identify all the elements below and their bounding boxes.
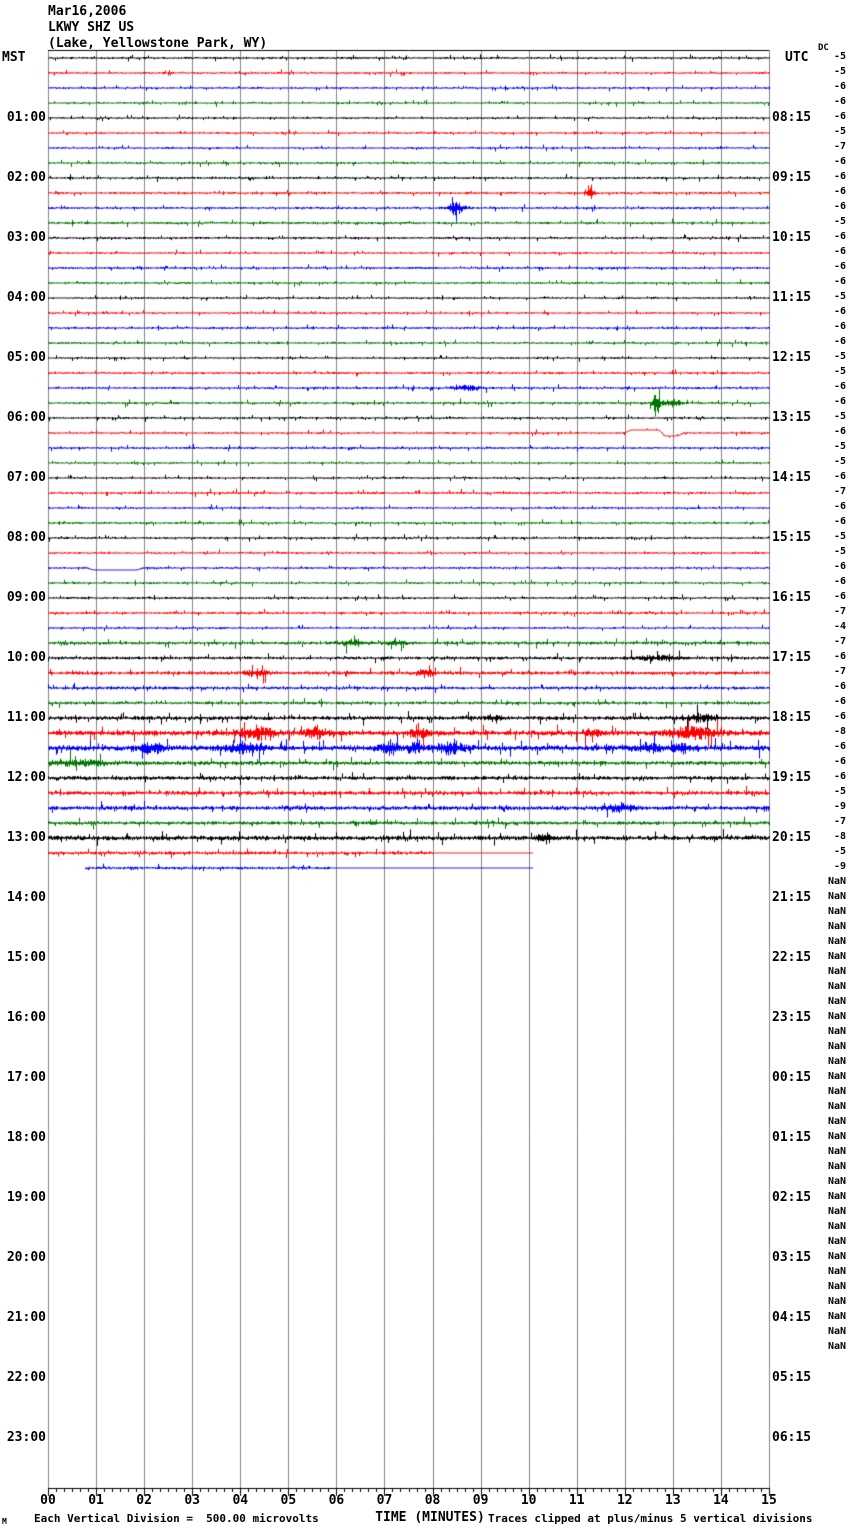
dc-offset-value: -6 <box>833 651 846 662</box>
vertical-scale-note: Each Vertical Division = 500.00 microvolts <box>34 1512 319 1525</box>
dc-offset-value: -7 <box>833 666 846 677</box>
dc-offset-value: -6 <box>833 756 846 767</box>
x-tick-label: 08 <box>424 1493 441 1508</box>
dc-nan-value: NaN <box>827 1236 846 1247</box>
x-tick-label: 02 <box>136 1493 152 1508</box>
dc-nan-value: NaN <box>827 936 846 947</box>
watermark-glyph: M <box>2 1517 7 1526</box>
dc-offset-value: -5 <box>833 846 846 857</box>
dc-offset-value: -6 <box>833 306 846 317</box>
dc-offset-value: -8 <box>833 726 846 737</box>
x-tick-label: 11 <box>568 1493 585 1508</box>
mst-hour-label: 15:00 <box>6 950 46 965</box>
mst-hour-label: 10:00 <box>6 650 46 665</box>
utc-hour-label: 15:15 <box>772 530 812 545</box>
mst-hour-label: 19:00 <box>6 1190 46 1205</box>
x-tick-label: 04 <box>232 1493 249 1508</box>
dc-nan-value: NaN <box>827 996 846 1007</box>
utc-hour-label: 02:15 <box>772 1190 812 1205</box>
dc-offset-value: -6 <box>833 201 846 212</box>
dc-offset-value: -6 <box>833 561 846 572</box>
dc-offset-value: -6 <box>833 111 846 122</box>
dc-offset-value: -5 <box>833 531 846 542</box>
utc-hour-label: 00:15 <box>772 1070 812 1085</box>
utc-hour-label: 04:15 <box>772 1310 812 1325</box>
mst-hour-label: 12:00 <box>6 770 46 785</box>
dc-offset-value: -6 <box>833 231 846 242</box>
mst-hour-label: 13:00 <box>6 830 46 845</box>
dc-nan-value: NaN <box>827 1326 846 1337</box>
dc-offset-value: -7 <box>833 816 846 827</box>
dc-nan-value: NaN <box>827 1161 846 1172</box>
x-tick-label: 07 <box>376 1493 393 1508</box>
clip-note: Traces clipped at plus/minus 5 vertical divisions <box>488 1512 813 1525</box>
dc-offset-value: -5 <box>833 66 846 77</box>
dc-nan-value: NaN <box>827 1071 846 1082</box>
dc-offset-value: -6 <box>833 261 846 272</box>
dc-offset-value: -6 <box>833 81 846 92</box>
utc-hour-label: 06:15 <box>772 1430 812 1445</box>
mst-hour-label: 11:00 <box>6 710 46 725</box>
dc-offset-value: -5 <box>833 366 846 377</box>
mst-hour-label: 20:00 <box>6 1250 46 1265</box>
dc-offset-value: -5 <box>833 546 846 557</box>
dc-nan-value: NaN <box>827 1191 846 1202</box>
utc-hour-label: 21:15 <box>772 890 812 905</box>
x-tick-label: 10 <box>520 1493 537 1508</box>
mst-hour-label: 16:00 <box>6 1010 46 1025</box>
dc-nan-value: NaN <box>827 1296 846 1307</box>
dc-offset-value: -6 <box>833 711 846 722</box>
dc-nan-value: NaN <box>827 951 846 962</box>
mst-hour-label: 08:00 <box>6 530 46 545</box>
x-tick-label: 05 <box>280 1493 297 1508</box>
utc-hour-label: 22:15 <box>772 950 812 965</box>
dc-offset-value: -6 <box>833 771 846 782</box>
dc-nan-value: NaN <box>827 1341 846 1352</box>
mst-hour-label: 23:00 <box>6 1430 46 1445</box>
dc-offset-value: -6 <box>833 591 846 602</box>
dc-offset-value: -5 <box>833 441 846 452</box>
mst-hour-label: 03:00 <box>6 230 46 245</box>
dc-nan-value: NaN <box>827 1011 846 1022</box>
dc-offset-value: -6 <box>833 681 846 692</box>
utc-hour-label: 03:15 <box>772 1250 812 1265</box>
mst-hour-label: 01:00 <box>6 110 46 125</box>
dc-nan-value: NaN <box>827 1251 846 1262</box>
dc-nan-value: NaN <box>827 1101 846 1112</box>
dc-offset-value: -5 <box>833 411 846 422</box>
dc-nan-value: NaN <box>827 1116 846 1127</box>
utc-hour-label: 09:15 <box>772 170 812 185</box>
x-tick-label: 12 <box>616 1493 633 1508</box>
mst-hour-label: 02:00 <box>6 170 46 185</box>
dc-nan-value: NaN <box>827 1131 846 1142</box>
x-tick-label: 03 <box>184 1493 201 1508</box>
dc-nan-value: NaN <box>827 1266 846 1277</box>
dc-offset-value: -7 <box>833 606 846 617</box>
mst-hour-label: 22:00 <box>6 1370 46 1385</box>
dc-offset-value: -6 <box>833 576 846 587</box>
utc-hour-label: 13:15 <box>772 410 812 425</box>
dc-offset-value: -6 <box>833 516 846 527</box>
dc-offset-value: -6 <box>833 471 846 482</box>
dc-nan-value: NaN <box>827 1281 846 1292</box>
mst-hour-label: 05:00 <box>6 350 46 365</box>
utc-hour-label: 16:15 <box>772 590 812 605</box>
dc-nan-value: NaN <box>827 981 846 992</box>
dc-offset-value: -6 <box>833 381 846 392</box>
utc-hour-label: 20:15 <box>772 830 812 845</box>
dc-nan-value: NaN <box>827 906 846 917</box>
mst-hour-label: 14:00 <box>6 890 46 905</box>
mst-hour-label: 18:00 <box>6 1130 46 1145</box>
dc-nan-value: NaN <box>827 1146 846 1157</box>
dc-offset-value: -6 <box>833 156 846 167</box>
dc-nan-value: NaN <box>827 1041 846 1052</box>
utc-hour-label: 01:15 <box>772 1130 812 1145</box>
dc-nan-value: NaN <box>827 1311 846 1322</box>
utc-hour-label: 17:15 <box>772 650 812 665</box>
mst-hour-label: 17:00 <box>6 1070 46 1085</box>
dc-offset-value: -8 <box>833 831 846 842</box>
dc-nan-value: NaN <box>827 1026 846 1037</box>
dc-offset-value: -5 <box>833 216 846 227</box>
dc-offset-value: -6 <box>833 741 846 752</box>
dc-offset-value: -5 <box>833 126 846 137</box>
dc-nan-value: NaN <box>827 1086 846 1097</box>
x-tick-label: 01 <box>88 1493 104 1508</box>
mst-hour-label: 21:00 <box>6 1310 46 1325</box>
x-axis-title: TIME (MINUTES) <box>375 1510 485 1525</box>
dc-offset-value: -6 <box>833 336 846 347</box>
dc-offset-value: -6 <box>833 276 846 287</box>
dc-offset-value: -4 <box>833 621 846 632</box>
dc-offset-value: -6 <box>833 501 846 512</box>
x-tick-label: 15 <box>761 1493 777 1508</box>
dc-nan-value: NaN <box>827 876 846 887</box>
mst-hour-label: 06:00 <box>6 410 46 425</box>
x-tick-label: 00 <box>40 1493 56 1508</box>
utc-hour-label: 19:15 <box>772 770 812 785</box>
dc-offset-value: -9 <box>833 801 846 812</box>
x-tick-label: 09 <box>472 1493 489 1508</box>
dc-nan-value: NaN <box>827 921 846 932</box>
dc-nan-value: NaN <box>827 1221 846 1232</box>
dc-offset-value: -7 <box>833 486 846 497</box>
utc-hour-label: 05:15 <box>772 1370 812 1385</box>
utc-hour-label: 23:15 <box>772 1010 812 1025</box>
dc-nan-value: NaN <box>827 1206 846 1217</box>
dc-offset-value: -7 <box>833 141 846 152</box>
dc-nan-value: NaN <box>827 966 846 977</box>
x-tick-label: 14 <box>713 1493 729 1508</box>
mst-hour-label: 07:00 <box>6 470 46 485</box>
dc-offset-value: -5 <box>833 291 846 302</box>
dc-nan-value: NaN <box>827 1176 846 1187</box>
dc-offset-value: -6 <box>833 96 846 107</box>
dc-offset-value: -6 <box>833 246 846 257</box>
dc-offset-value: -5 <box>833 351 846 362</box>
dc-offset-value: -6 <box>833 396 846 407</box>
dc-nan-value: NaN <box>827 891 846 902</box>
utc-hour-label: 18:15 <box>772 710 812 725</box>
dc-offset-value: -7 <box>833 636 846 647</box>
dc-offset-value: -6 <box>833 186 846 197</box>
utc-hour-label: 08:15 <box>772 110 812 125</box>
dc-offset-value: -5 <box>833 786 846 797</box>
x-tick-label: 13 <box>665 1493 681 1508</box>
dc-offset-value: -6 <box>833 171 846 182</box>
dc-nan-value: NaN <box>827 1056 846 1067</box>
mst-hour-label: 09:00 <box>6 590 46 605</box>
dc-offset-value: -6 <box>833 321 846 332</box>
utc-hour-label: 10:15 <box>772 230 812 245</box>
dc-offset-value: -5 <box>833 456 846 467</box>
utc-hour-label: 12:15 <box>772 350 812 365</box>
dc-offset-value: -6 <box>833 696 846 707</box>
x-tick-label: 06 <box>328 1493 345 1508</box>
dc-offset-value: -5 <box>833 51 846 62</box>
dc-offset-value: -6 <box>833 426 846 437</box>
mst-hour-label: 04:00 <box>6 290 46 305</box>
utc-hour-label: 14:15 <box>772 470 812 485</box>
utc-hour-label: 11:15 <box>772 290 812 305</box>
dc-offset-value: -9 <box>833 861 846 872</box>
